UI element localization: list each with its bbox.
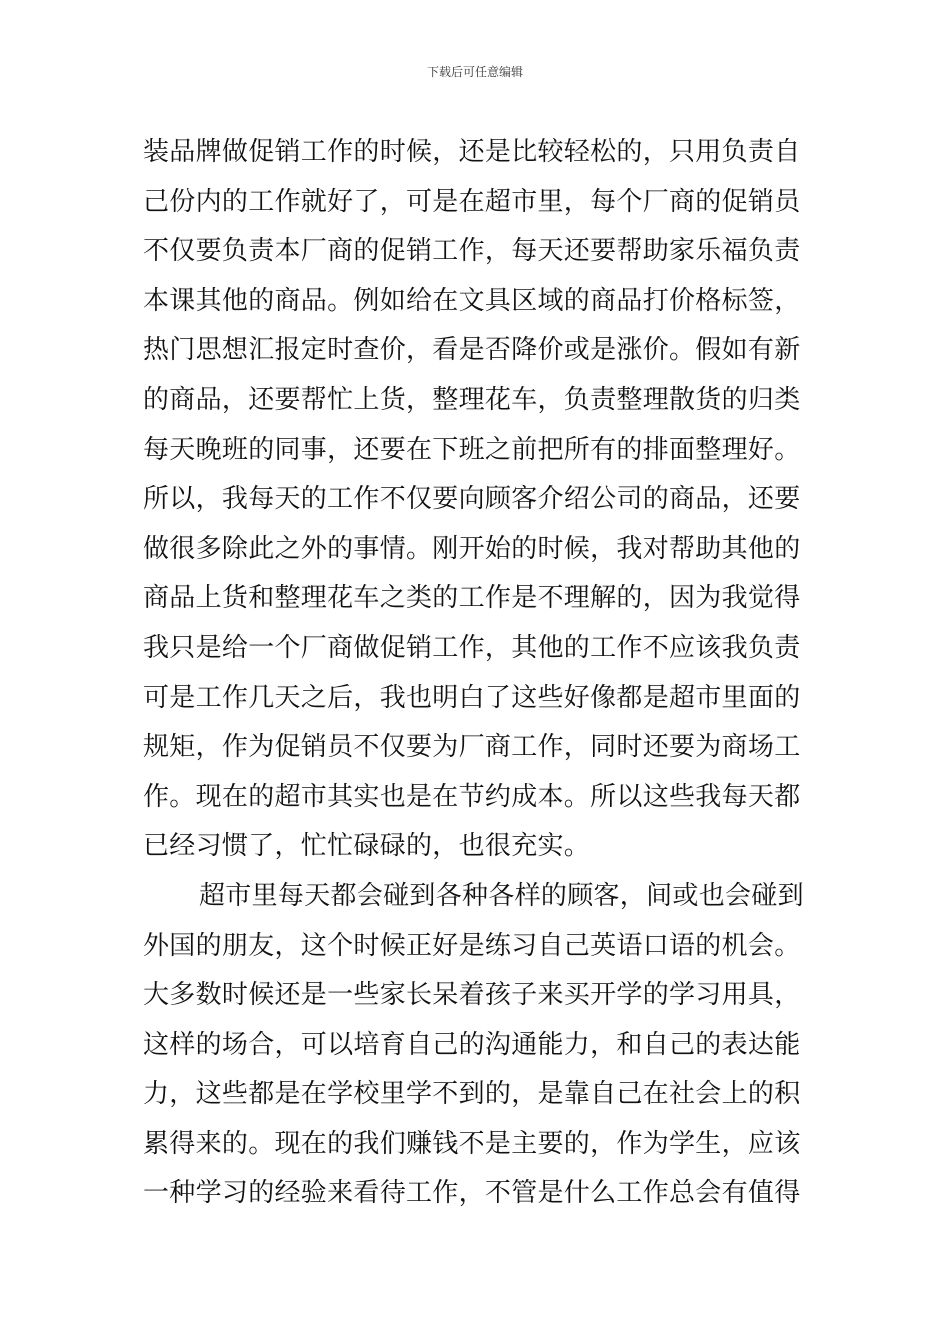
paragraph-start-line: 超市里每天都会碰到各种各样的顾客，间或也会碰到 <box>199 880 804 911</box>
body-text <box>143 128 813 1219</box>
text-line: 装品牌做促销工作的时候，还是比较轻松的，只用负责自 <box>143 137 801 167</box>
text-line: 每天晚班的同事，还要在下班之前把所有的排面整理好。 <box>143 434 801 465</box>
text-line: 累得来的。现在的我们赚钱不是主要的，作为学生，应该 <box>143 1128 801 1159</box>
text-line: 已经习惯了，忙忙碌碌的，也很充实。 <box>143 831 591 862</box>
text-line: 一种学习的经验来看待工作，不管是什么工作总会有值得 <box>143 1178 801 1209</box>
text-line: 本课其他的商品。例如给在文具区域的商品打价格标签， <box>143 285 801 316</box>
text-line: 做很多除此之外的事情。刚开始的时候，我对帮助其他的 <box>143 533 801 564</box>
text-line: 大多数时候还是一些家长呆着孩子来买开学的学习用具， <box>143 980 801 1011</box>
text-line: 热门思想汇报定时查价，看是否降价或是涨价。假如有新 <box>143 335 801 366</box>
text-line: 商品上货和整理花车之类的工作是不理解的，因为我觉得 <box>143 583 801 614</box>
text-line: 所以，我每天的工作不仅要向顾客介绍公司的商品，还要 <box>143 484 801 515</box>
text-line: 不仅要负责本厂商的促销工作，每天还要帮助家乐福负责 <box>143 236 801 267</box>
text-line: 力，这些都是在学校里学不到的，是靠自己在社会上的积 <box>143 1079 801 1110</box>
text-line: 外国的朋友，这个时候正好是练习自己英语口语的机会。 <box>143 930 801 961</box>
page-header: 下载后可任意编辑 <box>426 65 523 79</box>
text-line: 的商品，还要帮忙上货，整理花车，负责整理散货的归类 <box>143 384 801 415</box>
text-line: 可是工作几天之后，我也明白了这些好像都是超市里面的 <box>143 682 801 713</box>
text-line: 作。现在的超市其实也是在节约成本。所以这些我每天都 <box>143 781 801 812</box>
text-line: 规矩，作为促销员不仅要为厂商工作，同时还要为商场工 <box>143 732 801 763</box>
text-line: 这样的场合，可以培育自己的沟通能力，和自己的表达能 <box>143 1029 801 1060</box>
text-line: 我只是给一个厂商做促销工作，其他的工作不应该我负责 <box>143 632 801 663</box>
text-line: 己份内的工作就好了，可是在超市里，每个厂商的促销员 <box>143 186 801 217</box>
